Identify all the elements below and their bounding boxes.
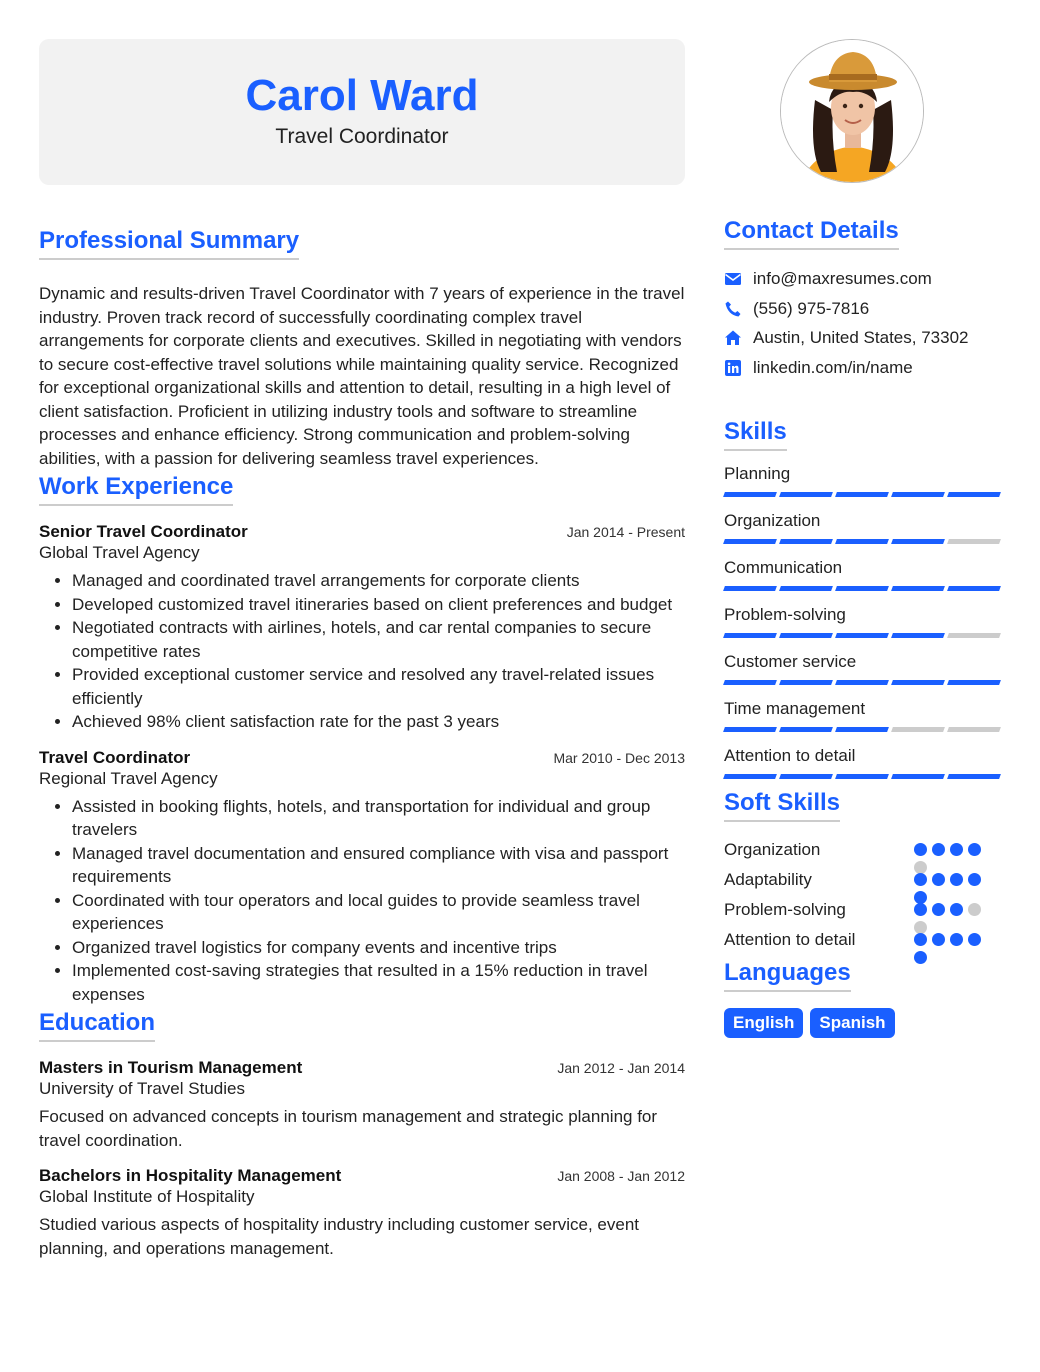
skill-level-segment	[723, 680, 777, 685]
skill-level-bar	[724, 774, 1004, 779]
skill-level-segment	[947, 633, 1001, 638]
skill-level-segment	[723, 774, 777, 779]
skills-heading: Skills	[724, 417, 787, 451]
linkedin-icon	[724, 359, 742, 377]
rating-dot	[914, 843, 927, 856]
contact-location	[724, 323, 1004, 353]
bullet-item: • Organized travel logistics for company events and incentive trips	[72, 936, 685, 960]
skill-level-segment	[723, 633, 777, 638]
rating-dot	[968, 933, 981, 946]
languages-heading: Languages	[724, 958, 851, 992]
degree-title: Bachelors in Hospitality Management	[39, 1166, 342, 1185]
skill-level-segment	[891, 633, 945, 638]
rating-dot	[914, 933, 927, 946]
contact-email[interactable]	[724, 264, 1004, 294]
skill-level-bar	[724, 633, 1004, 638]
education-entry	[39, 1166, 685, 1260]
skill-level-segment	[723, 539, 777, 544]
language-badge: Spanish	[810, 1008, 894, 1038]
job-company: Regional Travel Agency	[39, 768, 218, 788]
languages-section	[724, 958, 1004, 1038]
skill-level-segment	[723, 492, 777, 497]
home-icon	[724, 329, 742, 347]
soft-skill-name: Problem-solving	[724, 899, 846, 919]
candidate-name: Carol Ward	[245, 71, 479, 120]
rating-dot	[968, 903, 981, 916]
skill-level-segment	[947, 680, 1001, 685]
skill-level-bar	[724, 586, 1004, 591]
skill-level-segment	[779, 727, 833, 732]
soft-skill-row	[724, 925, 1004, 955]
soft-skill-dots	[914, 925, 1004, 955]
rating-dot	[932, 903, 945, 916]
job-bullets	[39, 795, 685, 1007]
bullet-item: • Developed customized travel itineraries based on client preferences and budget	[72, 593, 685, 617]
degree-title: Masters in Tourism Management	[39, 1058, 303, 1077]
job-entry	[39, 748, 685, 1007]
skill-level-segment	[891, 586, 945, 591]
job-dates: Mar 2010 - Dec 2013	[553, 749, 685, 766]
skills-list	[724, 463, 1004, 779]
phone-icon	[724, 300, 742, 318]
contact-heading: Contact Details	[724, 216, 899, 250]
job-title: Senior Travel Coordinator	[39, 522, 248, 541]
job-entry	[39, 522, 685, 734]
skill-level-bar	[724, 492, 1004, 497]
summary-text: Dynamic and results-driven Travel Coordinator with 7 years of experience in the travel industry. Proven track record of successfully coordinating complex travel arrangements for corporate clients and executives. Skilled in negotiating with vendors to secure cost-effective travel solutions while maintaining quality service. Recognized for exceptional organizational skills and attention to detail, resulting in a high level of client satisfaction. Proficient in utilizing industry tools and software to streamline processes and enhance efficiency. Strong communication and problem-solving abilities, with a passion for delivering seamless travel experiences.	[39, 284, 685, 468]
skill-item	[724, 651, 1004, 685]
skill-level-segment	[723, 727, 777, 732]
experience-heading: Work Experience	[39, 472, 233, 506]
contact-linkedin[interactable]	[724, 353, 1004, 383]
skill-level-segment	[947, 727, 1001, 732]
rating-dot	[950, 903, 963, 916]
soft-skill-name: Attention to detail	[724, 929, 856, 949]
rating-dot	[968, 873, 981, 886]
job-title: Travel Coordinator	[39, 747, 191, 767]
bullet-item: • Implemented cost-saving strategies that resulted in a 15% reduction in travel expenses	[72, 959, 685, 1006]
location-text: Austin, United States, 73302	[753, 328, 969, 348]
rating-dot	[932, 933, 945, 946]
profile-photo	[780, 39, 924, 183]
skill-name: Planning	[724, 463, 791, 483]
education-dates: Jan 2008 - Jan 2012	[557, 1168, 685, 1184]
job-dates: Jan 2014 - Present	[566, 524, 685, 540]
experience-section	[39, 472, 685, 1006]
education-heading: Education	[39, 1008, 155, 1042]
rating-dot	[914, 951, 927, 964]
rating-dot	[950, 873, 963, 886]
education-entry	[39, 1058, 685, 1152]
skill-level-bar	[724, 680, 1004, 685]
bullet-item: • Achieved 98% client satisfaction rate for the past 3 years	[72, 710, 685, 734]
education-description: Focused on advanced concepts in tourism management and strategic planning for travel coordination.	[39, 1107, 658, 1150]
skill-name: Organization	[724, 510, 821, 530]
education-section	[39, 1008, 685, 1260]
education-description: Studied various aspects of hospitality industry including customer service, event planning, and operations management.	[39, 1215, 640, 1258]
soft-skill-dots	[914, 865, 1004, 895]
soft-skills-heading: Soft Skills	[724, 788, 840, 822]
skill-level-segment	[779, 774, 833, 779]
language-badge: English	[724, 1008, 803, 1038]
skill-item	[724, 745, 1004, 779]
contact-phone[interactable]	[724, 294, 1004, 324]
skill-level-segment	[891, 727, 945, 732]
skills-section	[724, 417, 1004, 779]
rating-dot	[914, 873, 927, 886]
soft-skill-row	[724, 895, 1004, 925]
skill-level-segment	[947, 492, 1001, 497]
contact-section	[724, 216, 1004, 383]
skill-level-segment	[891, 539, 945, 544]
skill-item	[724, 463, 1004, 497]
skill-item	[724, 604, 1004, 638]
email-text: info@maxresumes.com	[753, 268, 932, 288]
soft-skill-row	[724, 865, 1004, 895]
rating-dot	[932, 843, 945, 856]
skill-level-segment	[835, 633, 889, 638]
skill-level-segment	[779, 492, 833, 497]
soft-skill-row	[724, 835, 1004, 865]
skill-item	[724, 510, 1004, 544]
skill-level-segment	[779, 586, 833, 591]
skill-level-segment	[779, 680, 833, 685]
envelope-icon	[724, 270, 742, 288]
bullet-item: • Managed and coordinated travel arrangements for corporate clients	[72, 569, 685, 593]
phone-text: (556) 975-7816	[753, 298, 870, 318]
skill-level-segment	[835, 680, 889, 685]
skill-name: Problem-solving	[724, 604, 846, 624]
candidate-title: Travel Coordinator	[275, 125, 449, 148]
linkedin-text: linkedin.com/in/name	[753, 357, 913, 377]
soft-skill-name: Adaptability	[724, 869, 812, 889]
education-dates: Jan 2012 - Jan 2014	[557, 1060, 685, 1076]
bullet-item: • Provided exceptional customer service and resolved any travel-related issues efficiently	[72, 663, 685, 710]
skill-name: Communication	[724, 557, 843, 577]
rating-dot	[968, 843, 981, 856]
skill-name: Time management	[724, 698, 866, 718]
skill-level-segment	[947, 539, 1001, 544]
header-box	[39, 39, 685, 185]
skill-level-segment	[779, 539, 833, 544]
skill-level-segment	[723, 586, 777, 591]
skill-level-segment	[779, 633, 833, 638]
skill-level-segment	[835, 586, 889, 591]
soft-skills-section	[724, 788, 1004, 955]
skill-level-segment	[835, 727, 889, 732]
soft-skill-name: Organization	[724, 839, 821, 859]
bullet-item: • Assisted in booking flights, hotels, and transportation for individual and group travelers	[72, 795, 685, 842]
school-name: University of Travel Studies	[39, 1079, 245, 1098]
skill-name: Customer service	[724, 651, 857, 671]
job-company: Global Travel Agency	[39, 543, 200, 562]
skill-name: Attention to detail	[724, 745, 856, 765]
skill-level-segment	[891, 680, 945, 685]
skill-level-segment	[891, 492, 945, 497]
skill-level-segment	[835, 539, 889, 544]
job-bullets	[39, 569, 685, 734]
rating-dot	[932, 873, 945, 886]
skill-level-segment	[891, 774, 945, 779]
summary-heading: Professional Summary	[39, 226, 299, 260]
rating-dot	[950, 933, 963, 946]
skill-level-segment	[947, 774, 1001, 779]
skill-item	[724, 698, 1004, 732]
main-column	[39, 39, 685, 1260]
rating-dot	[914, 903, 927, 916]
skill-item	[724, 557, 1004, 591]
skill-level-bar	[724, 539, 1004, 544]
bullet-item: • Managed travel documentation and ensured compliance with visa and passport requirements	[72, 842, 685, 889]
sidebar-column	[724, 39, 1004, 1038]
soft-skill-dots	[914, 835, 1004, 865]
skill-level-bar	[724, 727, 1004, 732]
rating-dot	[950, 843, 963, 856]
bullet-item: • Coordinated with tour operators and local guides to provide seamless travel experiences	[72, 889, 685, 936]
summary-section	[39, 226, 685, 470]
soft-skill-dots	[914, 895, 1004, 925]
school-name: Global Institute of Hospitality	[39, 1187, 255, 1206]
skill-level-segment	[835, 774, 889, 779]
bullet-item: • Negotiated contracts with airlines, hotels, and car rental companies to secure competitive rates	[72, 616, 685, 663]
skill-level-segment	[835, 492, 889, 497]
skill-level-segment	[947, 586, 1001, 591]
